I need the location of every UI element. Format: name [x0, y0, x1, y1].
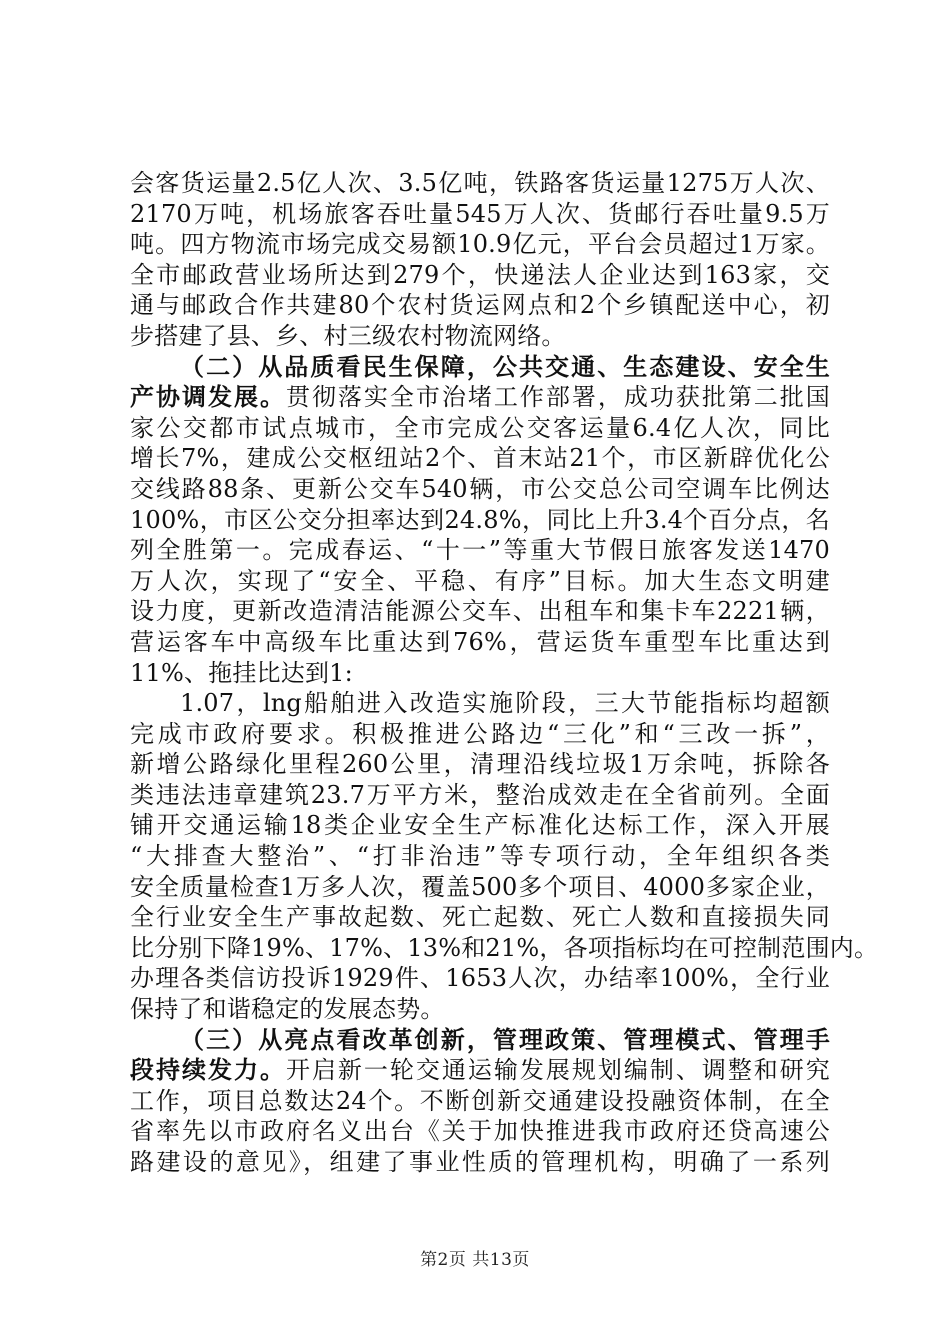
text-line: 新增公路绿化里程260公里，清理沿线垃圾1万余吨，拆除各 — [130, 750, 830, 779]
text-line: 家公交都市试点城市，全市完成公交客运量6.4亿人次，同比 — [130, 413, 830, 442]
text-line: 11%、拖挂比达到1: — [130, 658, 353, 687]
text-line: 安全质量检查1万多人次，覆盖500多个项目、4000多家企业， — [130, 872, 830, 901]
section-heading-end: 段持续发力。 — [130, 1055, 286, 1085]
paragraph-4 — [130, 1025, 830, 1178]
text-line: 工作，项目总数达24个。不断创新交通建设投融资体制，在全 — [130, 1086, 830, 1115]
section-heading-end: 产协调发展。 — [130, 382, 286, 412]
text-line: 步搭建了县、乡、村三级农村物流网络。 — [130, 321, 566, 350]
text-line: 营运客车中高级车比重达到76%，营运货车重型车比重达到 — [130, 627, 830, 656]
text-line: 类违法违章建筑23.7万平方米，整治成效走在全省前列。全面 — [130, 780, 830, 809]
text-line: “大排查大整治”、“打非治违”等专项行动，全年组织各类 — [130, 842, 830, 871]
text-line: 会客货运量2.5亿人次、3.5亿吨，铁路客货运量1275万人次、 — [130, 169, 830, 197]
page-footer: 第2页 共13页 — [420, 1250, 530, 1270]
text-run: 贯彻落实全市治堵工作部署，成功获批第二批国 — [285, 383, 830, 412]
text-line: 办理各类信访投诉1929件、1653人次，办结率100%，全行业 — [130, 964, 830, 993]
paragraph-2 — [130, 352, 830, 689]
section-heading: （二）从品质看民生保障，公共交通、生态建设、安全生 — [180, 351, 830, 381]
text-run: 开启新一轮交通运输发展规划编制、调整和研究 — [285, 1056, 830, 1085]
text-line: 保持了和谐稳定的发展态势。 — [130, 995, 445, 1024]
text-line: 100%，市区公交分担率达到24.8%，同比上升3.4个百分点，名 — [130, 505, 830, 534]
text-line: 增长7%，建成公交枢纽站2个、首末站21个，市区新辟优化公 — [130, 444, 830, 473]
text-line: 万人次，实现了“安全、平稳、有序”目标。加大生态文明建 — [130, 566, 830, 595]
paragraph-3 — [130, 688, 879, 1025]
section-heading: （三）从亮点看改革创新，管理政策、管理模式、管理手 — [180, 1024, 830, 1054]
text-line: 列全胜第一。完成春运、“十一”等重大节假日旅客发送1470 — [130, 536, 830, 565]
text-line: 吨。四方物流市场完成交易额10.9亿元，平台会员超过1万家。 — [130, 230, 830, 259]
text-line: 通与邮政合作共建80个农村货运网点和2个乡镇配送中心，初 — [130, 291, 830, 320]
text-line: 全市邮政营业场所达到279个，快递法人企业达到163家，交 — [130, 260, 830, 289]
text-line: 省率先以市政府名义出台《关于加快推进我市政府还贷高速公 — [130, 1117, 830, 1146]
text-line: 设力度，更新改造清洁能源公交车、出租车和集卡车2221辆， — [130, 597, 830, 626]
text-line: 完成市政府要求。积极推进公路边“三化”和“三改一拆”， — [130, 719, 830, 748]
text-line: 1.07，lng船舶进入改造实施阶段，三大节能指标均超额 — [180, 689, 830, 718]
text-line: 铺开交通运输18类企业安全生产标准化达标工作，深入开展 — [130, 811, 830, 840]
text-line: 路建设的意见》，组建了事业性质的管理机构，明确了一系列 — [130, 1148, 830, 1176]
text-line: 全行业安全生产事故起数、死亡起数、死亡人数和直接损失同 — [130, 903, 830, 932]
text-line: 比分别下降19%、17%、13%和21%，各项指标均在可控制范围内。 — [130, 933, 879, 962]
paragraph-1 — [130, 168, 830, 352]
text-line: 2170万吨，机场旅客吞吐量545万人次、货邮行吞吐量9.5万 — [130, 199, 830, 228]
text-line — [130, 382, 830, 413]
document-body — [130, 168, 879, 1178]
text-line: 交线路88条、更新公交车540辆，市公交总公司空调车比例达 — [130, 474, 830, 503]
text-line — [130, 1055, 830, 1086]
